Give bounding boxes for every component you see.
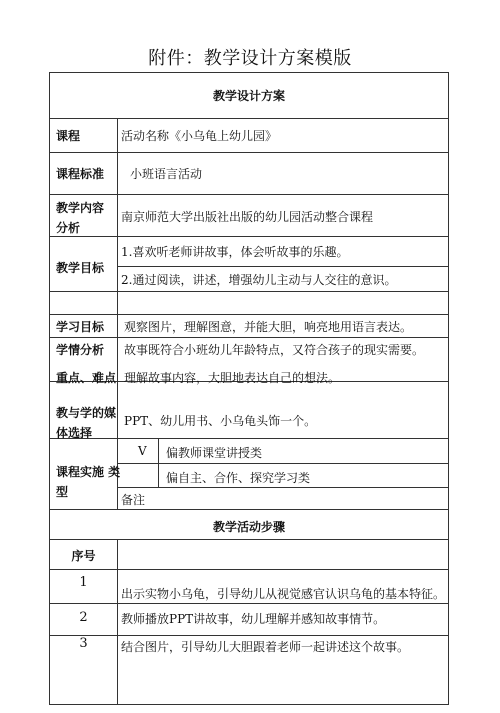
row-divider: [117, 487, 448, 488]
row-divider: [50, 291, 448, 292]
media-value: PPT、幼儿用书、小乌龟头饰一个。: [124, 414, 317, 428]
learning-goal-label: 学习目标: [56, 320, 105, 334]
content-value: 南京师范大学出版社出版的幼儿园活动整合课程: [121, 210, 374, 224]
learner-analysis-label: 学情分析: [56, 343, 105, 357]
document-title: 附件：教学设计方案模版: [148, 48, 352, 69]
lesson-plan-table: [49, 72, 449, 705]
column-divider: [117, 539, 118, 705]
standard-label: 课程标准: [56, 167, 105, 181]
course-value: 活动名称《小乌龟上幼儿园》: [121, 129, 278, 143]
implementation-option-self-study: 偏自主、合作、探究学习类: [166, 471, 311, 485]
row-divider: [50, 337, 448, 338]
row-divider: [50, 118, 448, 119]
implementation-label-line2: 型: [56, 485, 69, 499]
goal-1: 1.喜欢听老师讲故事，体会听故事的乐趣。: [121, 245, 349, 259]
row-divider: [117, 266, 448, 267]
media-label-line2: 体选择: [56, 426, 93, 440]
step-number: 2: [79, 610, 88, 625]
step-text: 出示实物小乌龟，引导幼儿从视觉感官认识乌龟的基本特征。: [121, 587, 446, 601]
row-divider: [50, 539, 448, 540]
row-divider: [50, 603, 448, 604]
implementation-label-line1: 课程实施 类: [56, 465, 121, 479]
step-number: 1: [79, 575, 88, 590]
key-points-label: 重点、难点: [56, 371, 117, 385]
media-label-line1: 教与学的媒: [56, 406, 117, 420]
row-divider: [50, 152, 448, 153]
table-header: 教学设计方案: [212, 89, 285, 103]
implementation-check-mark: V: [138, 444, 147, 458]
column-divider: [158, 438, 159, 487]
goals-label: 教学目标: [56, 261, 105, 275]
note-label: 备注: [121, 493, 146, 507]
learner-analysis-value: 故事既符合小班幼儿年龄特点，又符合孩子的现实需要。: [124, 343, 425, 357]
key-points-value: 理解故事内容，大胆地表达自己的想法。: [124, 371, 341, 385]
step-number: 3: [79, 636, 88, 651]
column-divider: [117, 118, 118, 509]
row-divider: [50, 236, 448, 237]
steps-number-label: 序号: [71, 549, 96, 563]
row-divider: [117, 463, 448, 464]
row-divider: [50, 314, 448, 315]
learning-goal-value: 观察图片，理解图意，并能大胆，响亮地用语言表达。: [124, 320, 413, 334]
step-text: 教师播放PPT讲故事，幼儿理解并感知故事情节。: [121, 612, 386, 626]
content-label-line1: 教学内容: [56, 201, 105, 215]
steps-header: 教学活动步骤: [212, 520, 285, 534]
row-divider: [50, 569, 448, 570]
row-divider: [50, 194, 448, 195]
step-text: 结合图片，引导幼儿大胆跟着老师一起讲述这个故事。: [121, 640, 410, 654]
standard-value: 小班语言活动: [130, 167, 203, 181]
row-divider: [50, 509, 448, 510]
implementation-option-teacher: 偏教师课堂讲授类: [166, 446, 263, 460]
row-divider: [50, 438, 448, 439]
goal-2: 2.通过阅读，讲述，增强幼儿主动与人交往的意识。: [121, 273, 397, 287]
course-label: 课程: [56, 129, 81, 143]
content-label-line2: 分析: [56, 221, 81, 235]
